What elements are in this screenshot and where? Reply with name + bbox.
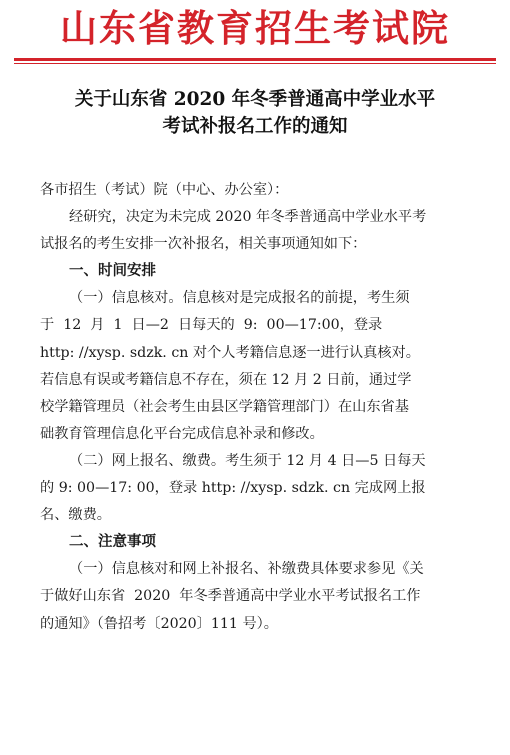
s1p1-line-1: （一）信息核对。信息核对是完成报名的前提，考生须 <box>69 290 410 307</box>
letterhead-org-name: 山东省教育招生考试院 <box>60 6 450 50</box>
s2p1-line-1: （一）信息核对和网上补报名、补缴费具体要求参见《关 <box>69 561 424 578</box>
letterhead <box>0 0 510 64</box>
document-title-line-1: 关于山东省 2020 年冬季普通高中学业水平 <box>74 89 436 110</box>
document-title-line-2: 考试补报名工作的通知 <box>162 116 348 137</box>
letterhead-rule-thick <box>14 58 496 61</box>
s1p1-line-2: 于 12 月 1 日—2 日每天的 9: 00—17:00，登录 <box>40 317 383 334</box>
document-title <box>0 86 510 140</box>
s2p1-line-3: 的通知》（鲁招考〔2020〕111 号）。 <box>40 615 278 632</box>
s1p2-line-3: 名、缴费。 <box>40 507 111 524</box>
s1p2-line-1: （二）网上报名、缴费。考生须于 12 月 4 日—5 日每天 <box>69 452 426 469</box>
s2p1-line-2: 于做好山东省 2020 年冬季普通高中学业水平考试报名工作 <box>40 588 421 605</box>
document-body <box>40 177 480 638</box>
s1p1-line-4: 若信息有误或考籍信息不存在，须在 12 月 2 日前，通过学 <box>40 371 412 388</box>
intro-line-2: 试报名的考生安排一次补报名，相关事项通知如下： <box>40 236 367 253</box>
section-2-heading: 二、注意事项 <box>69 534 156 551</box>
section-1-heading: 一、时间安排 <box>69 263 156 280</box>
s1p1-line-3: http: //xysp. sdzk. cn 对个人考籍信息逐一进行认真核对。 <box>40 344 420 361</box>
s1p1-line-6: 础教育管理信息化平台完成信息补录和修改。 <box>40 425 324 442</box>
s1p2-line-2: 的 9: 00—17: 00，登录 http: //xysp. sdzk. cn 完成网上报 <box>40 480 426 497</box>
letterhead-rule-thin <box>14 63 496 64</box>
intro-line-1: 经研究，决定为未完成 2020 年冬季普通高中学业水平考 <box>69 209 427 226</box>
s1p1-line-5: 校学籍管理员（社会考生由县区学籍管理部门）在山东省基 <box>40 398 409 415</box>
salutation: 各市招生（考试）院（中心、办公室）： <box>40 182 289 198</box>
